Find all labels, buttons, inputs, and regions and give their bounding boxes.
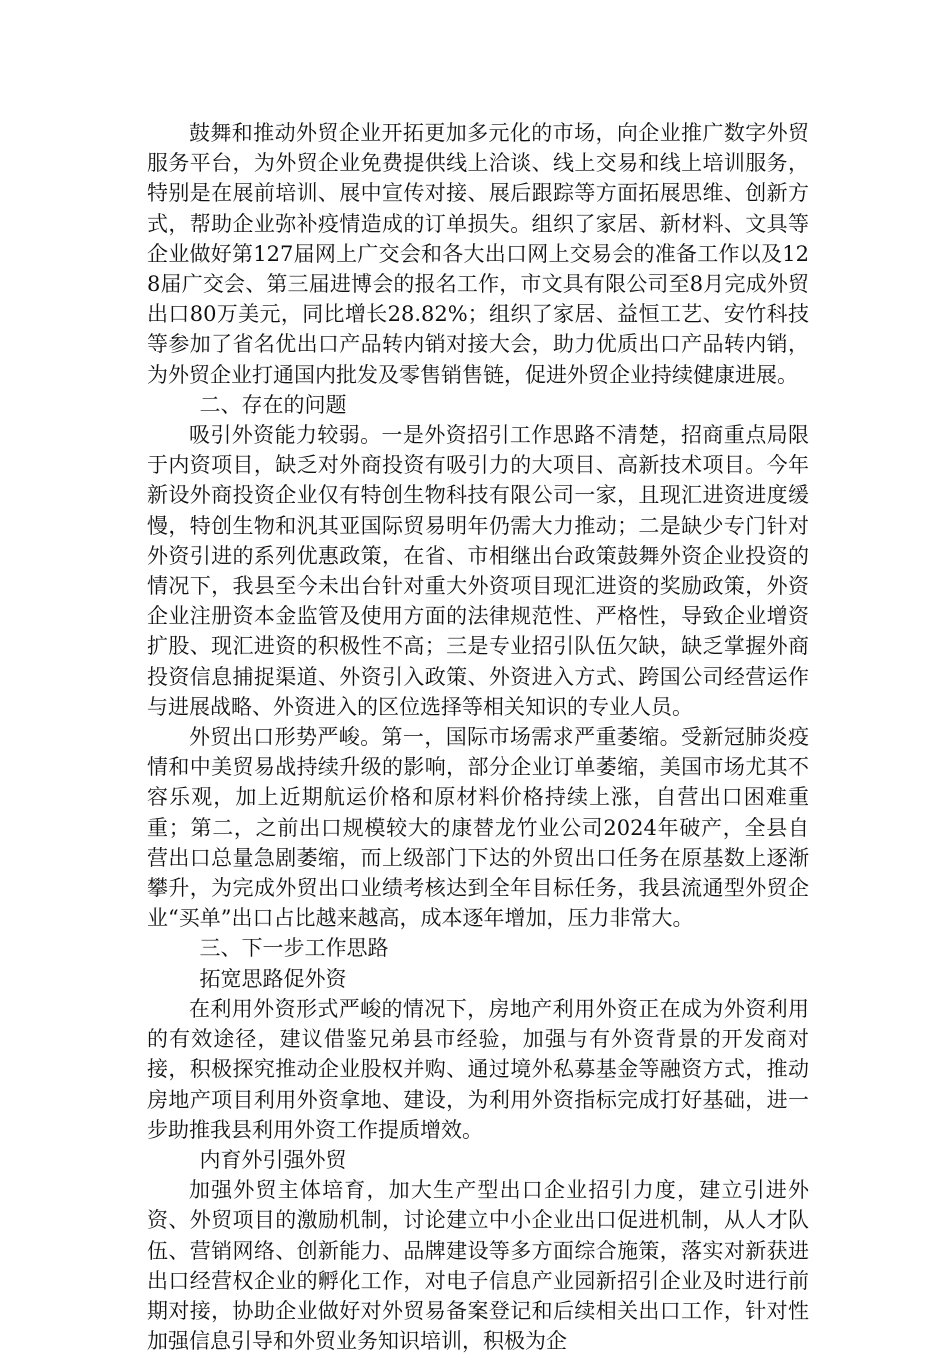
paragraph-trade-cultivation: 加强外贸主体培育，加大生产型出口企业招引力度，建立引进外资、外贸项目的激励机制，讨论建立中小企业出口促进机制，从人才队伍、营销网络、创新能力、品牌建设等多方面综合施策，落实对新获进出口经营权企业的孵化工作，对电子信息产业园新招引企业及时进行前期对接，协助企业做好对外贸易备案登记和后续相关出口工作，针对性加强信息引导和外贸业务知识培训，积极为企 <box>147 1178 809 1354</box>
document-body <box>147 118 809 1356</box>
subheading-broaden-ideas: 拓宽思路促外资 <box>199 966 347 991</box>
paragraph-foreign-trade-promotion: 鼓舞和推动外贸企业开拓更加多元化的市场，向企业推广数字外贸服务平台，为外贸企业免费提供线上洽谈、线上交易和线上培训服务，特别是在展前培训、展中宣传对接、展后跟踪等方面拓展思维、创新方式，帮助企业弥补疫情造成的订单损失。组织了家居、新材料、文具等企业做好第127届网上广交会和各大出口网上交易会的准备工作以及128届广交会、第三届进博会的报名工作，市文具有限公司至8月完成外贸出口80万美元，同比增长28.82%；组织了家居、益恒工艺、安竹科技等参加了省名优出口产品转内销对接大会，助力优质出口产品转内销，为外贸企业打通国内批发及零售销售链，促进外贸企业持续健康进展。 <box>147 121 809 387</box>
paragraph-weak-foreign-investment: 吸引外资能力较弱。一是外资招引工作思路不清楚，招商重点局限于内资项目，缺乏对外商投资有吸引力的大项目、高新技术项目。今年新设外商投资企业仅有特创生物科技有限公司一家，且现汇进资进度缓慢，特创生物和汎其亚国际贸易明年仍需大力推动；二是缺少专门针对外资引进的系列优惠政策，在省、市相继出台政策鼓舞外资企业投资的情况下，我县至今未出台针对重大外资项目现汇进资的奖励政策，外资企业注册资本金监管及使用方面的法律规范性、严格性，导致企业增资扩股、现汇进资的积极性不高；三是专业招引队伍欠缺，缺乏掌握外商投资信息捕捉渠道、外资引入政策、外资进入方式、跨国公司经营运作与进展战略、外资进入的区位选择等相关知识的专业人员。 <box>147 423 809 719</box>
paragraph-real-estate-investment: 在利用外资形式严峻的情况下，房地产利用外资正在成为外资利用的有效途径，建议借鉴兄弟县市经验，加强与有外资背景的开发商对接，积极探究推动企业股权并购、通过境外私募基金等融资方式，推动房地产项目利用外资拿地、建设，为利用外资指标完成打好基础，进一步助推我县利用外资工作提质增效。 <box>147 996 809 1142</box>
subheading-strengthen-trade: 内育外引强外贸 <box>199 1147 347 1172</box>
section-heading-problems: 二、存在的问题 <box>199 392 347 417</box>
section-heading-next-steps: 三、下一步工作思路 <box>199 936 389 961</box>
paragraph-export-situation: 外贸出口形势严峻。第一，国际市场需求严重萎缩。受新冠肺炎疫情和中美贸易战持续升级的影响，部分企业订单萎缩，美国市场尤其不容乐观，加上近期航运价格和原材料价格持续上涨，自营出口困难重重；第二，之前出口规模较大的康替龙竹业公司2024年破产，全县自营出口总量急剧萎缩，而上级部门下达的外贸出口任务在原基数上逐渐攀升，为完成外贸出口业绩考核达到全年目标任务，我县流通型外贸企业“买单”出口占比越来越高，成本逐年增加，压力非常大。 <box>147 725 809 931</box>
